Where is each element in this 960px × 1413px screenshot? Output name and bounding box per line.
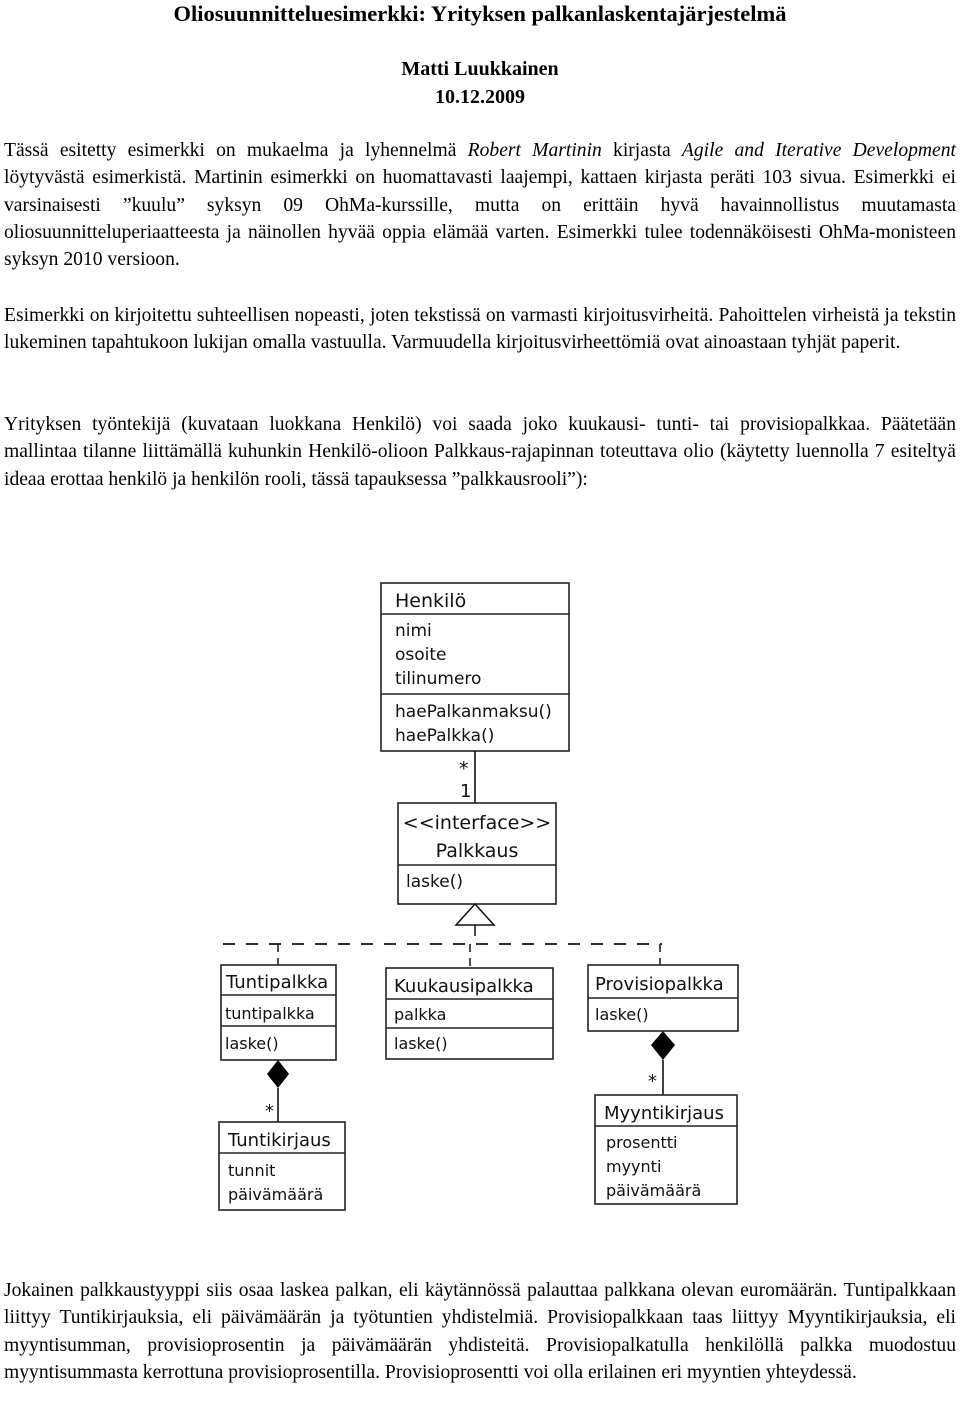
intro-book-title: Agile and Iterative Development [681, 140, 956, 161]
multiplicity-tuntikirjaus: * [265, 1101, 274, 1122]
myyntikirjaus-name: Myyntikirjaus [604, 1103, 724, 1124]
henkilo-method-haepalkka: haePalkka() [395, 726, 495, 746]
multiplicity-many: * [459, 758, 469, 780]
henkilo-method-haepalkanmaksu: haePalkanmaksu() [395, 702, 552, 722]
interface-palkkaus [398, 803, 556, 904]
palkkaus-method-laske: laske() [406, 872, 463, 892]
class-tuntikirjaus [219, 1122, 345, 1210]
class-henkilo [381, 583, 569, 751]
multiplicity-myyntikirjaus: * [648, 1071, 657, 1092]
composition-diamond-tunti [267, 1060, 289, 1088]
intro-text-3: löytyvästä esimerkistä. Martinin esimerkki on huomattavasti laajempi, kattaen kirjasta peräti 103 sivua. Esimerkki ei varsinaisesti ”kuulu” syksyn 09 OhMa-kurssille, mutta on erittäin hyvä havainnollistus muutamasta oliosuunnitteluperiaatteesta ja näinollen hyvää oppia elämää varten. Esimerkki tulee todennäköisesti OhMa-monisteen syksyn 2010 versioon. [4, 167, 956, 271]
myyntikirjaus-attr-prosentti: prosentti [606, 1133, 678, 1152]
myyntikirjaus-attr-paivamaara: päivämäärä [606, 1181, 702, 1200]
document-date: 10.12.2009 [435, 86, 525, 108]
tuntikirjaus-name: Tuntikirjaus [228, 1130, 331, 1151]
henkilo-attr-nimi: nimi [395, 621, 432, 641]
tuntipalkka-attr: tuntipalkka [225, 1004, 315, 1023]
realization-arrowhead [456, 904, 494, 925]
explanation-paragraph: Jokainen palkkaustyyppi siis osaa laskea palkan, eli käytännössä palauttaa palkkana olevan euromäärän. Tuntipalkkaan liittyy Tuntikirjauksia, eli päivämäärän ja työtuntien yhdistelmiä. Provisiopalkkaan taas liittyy Myyntikirjauksia, eli myyntisumman, provisioprosentin ja päivämäärän yhdisteitä. Provisiopalkatulla henkilöllä palkka muodostuu myyntisummasta kerrottuna provisioprosentilla. Provisioprosentti voi olla erilainen eri myyntien yhteydessä. [4, 1280, 956, 1383]
kuukausipalkka-attr: palkka [394, 1005, 447, 1024]
intro-author-ref: Robert Martinin [467, 140, 602, 161]
myyntikirjaus-attr-myynti: myynti [606, 1157, 662, 1176]
composition-diamond-provisio [651, 1031, 675, 1060]
henkilo-name: Henkilö [395, 590, 467, 612]
class-tuntipalkka [221, 965, 336, 1060]
author-name: Matti Luukkainen [401, 58, 559, 80]
palkkaus-name: Palkkaus [435, 840, 519, 862]
multiplicity-one: 1 [460, 781, 472, 802]
intro-text-1: Tässä esitetty esimerkki on mukaelma ja lyhennelmä [4, 140, 468, 161]
henkilo-attr-tilinumero: tilinumero [395, 669, 482, 689]
tuntipalkka-name: Tuntipalkka [226, 972, 329, 993]
class-provisiopalkka [588, 965, 738, 1031]
problem-paragraph: Yrityksen työntekijä (kuvataan luokkana Henkilö) voi saada joko kuukausi- tunti- tai provisiopalkkaa. Päätetään mallintaa tilanne liittämällä kuhunkin Henkilö-olioon Palkkaus-rajapinnan toteuttava olio (käytetty luennolla 7 esiteltyä ideaa erottaa henkilö ja henkilön rooli, tässä tapauksessa ”palkkausrooli”): [4, 414, 956, 490]
kuukausipalkka-name: Kuukausipalkka [394, 976, 534, 997]
provisiopalkka-method-laske: laske() [595, 1005, 649, 1024]
tuntikirjaus-attr-tunnit: tunnit [228, 1161, 276, 1180]
intro-text-2: kirjasta [601, 140, 682, 161]
disclaimer-paragraph: Esimerkki on kirjoitettu suhteellisen nopeasti, joten tekstissä on varmasti kirjoitusvirheitä. Pahoittelen virheistä ja tekstin lukeminen tapahtukoon lukijan omalla vastuulla. Varmuudella kirjoitusvirheettömiä ovat ainoastaan tyhjät paperit. [4, 305, 956, 354]
kuukausipalkka-method-laske: laske() [394, 1034, 448, 1053]
henkilo-attr-osoite: osoite [395, 645, 447, 665]
tuntikirjaus-attr-paivamaara: päivämäärä [228, 1185, 324, 1204]
provisiopalkka-name: Provisiopalkka [595, 974, 724, 995]
tuntipalkka-method-laske: laske() [225, 1034, 279, 1053]
class-myyntikirjaus [595, 1095, 737, 1204]
class-kuukausipalkka [386, 968, 553, 1059]
palkkaus-stereotype: <<interface>> [402, 812, 552, 834]
document-title: Oliosuunnitteluesimerkki: Yrityksen palkanlaskentajärjestelmä [173, 1, 787, 26]
